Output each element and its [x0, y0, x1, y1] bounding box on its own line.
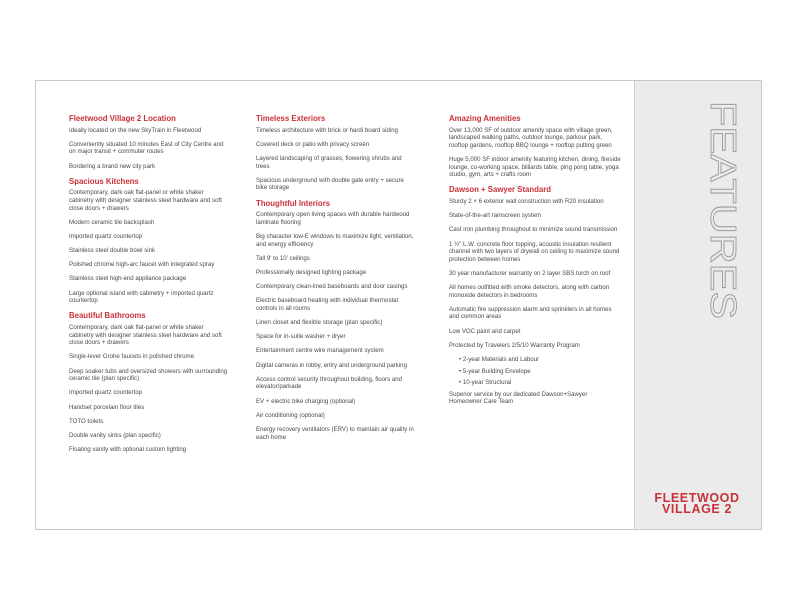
feature-item: Space for in-suite washer + dryer [256, 333, 346, 341]
feature-item: Protected by Travelers 2/5/10 Warranty Program [449, 341, 580, 349]
feature-item: Floating vanity with optional custom lighting [69, 446, 187, 454]
feature-item: Electric baseboard heating with individual thermostat controls in all rooms [256, 297, 399, 312]
sidebar-panel [634, 81, 761, 529]
feature-item: Stainless steel high-end appliance package [69, 275, 187, 283]
section-title: Thoughtful Interiors [256, 198, 331, 208]
feature-item: Entertainment centre wire management system [256, 347, 384, 355]
feature-item: Automatic fire suppression alarm and sprinklers in all homes and common areas [449, 305, 612, 321]
feature-item: Covered deck or patio with privacy screen [256, 140, 370, 148]
feature-item: Professionally designed lighting package [256, 268, 367, 276]
warranty-bullet: • 2-year Materials and Labour [459, 356, 540, 363]
column-right [449, 114, 621, 413]
section-bathrooms [69, 311, 229, 453]
feature-item: Spacious underground with double gate entry + secure bike storage [256, 176, 404, 192]
logo-line-1: FLEETWOOD [654, 491, 740, 505]
feature-item: Huge 5,000 SF indoor amenity featuring kitchen, dining, fireside lounge, co-working space, billiards table, ping pong table, yoga studio, gym, arts + crafts room [449, 155, 621, 179]
feature-item: Imported quartz countertop [69, 389, 143, 397]
feature-item: Handset porcelain floor tiles [69, 403, 145, 411]
feature-item: 1 ½" L.W. concrete floor topping, acoustic insulation resilient channel with two layers of drywall on ceiling to maximize sound protection between homes [449, 240, 620, 263]
feature-item: Timeless architecture with brick or hardi board siding [256, 126, 399, 134]
feature-item: EV + electric bike charging (optional) [256, 397, 356, 405]
section-kitchens [69, 177, 229, 305]
section-location [69, 114, 229, 170]
section-interiors [256, 199, 416, 442]
feature-item: Single-lever Grohe faucets in polished chrome [69, 353, 194, 361]
feature-item: Sturdy 2 × 6 exterior wall construction with R20 insulation [449, 197, 604, 205]
features-heading: FEATURES [703, 101, 744, 291]
feature-item: Tall 9' to 10' ceilings [256, 254, 310, 262]
feature-item: Contemporary open living spaces with durable hardwood laminate flooring [256, 211, 410, 226]
section-title: Spacious Kitchens [69, 176, 139, 186]
column-left [69, 114, 229, 460]
section-title: Amazing Amenities [449, 114, 521, 123]
feature-item: Modern ceramic tile backsplash [69, 218, 155, 226]
fleetwood-logo [651, 493, 743, 515]
section-title: Timeless Exteriors [256, 114, 326, 123]
column-middle [256, 114, 416, 448]
section-exteriors [256, 114, 416, 192]
section-standard [449, 185, 621, 406]
feature-item: Contemporary clean-lined baseboards and door casings [256, 283, 408, 291]
section-title: Fleetwood Village 2 Location [69, 114, 176, 123]
feature-item: Conveniently situated 10 minutes East of City Centre and on major transit + commuter routes [69, 140, 224, 156]
feature-item: Large optional island with cabinetry + imported quartz countertop [69, 289, 214, 305]
feature-item: Digital cameras in lobby, entry and underground parking [256, 361, 407, 369]
feature-item: Access control security throughout building, floors and elevator/parkade [256, 375, 402, 391]
feature-item: Polished chrome high-arc faucet with integrated spray [69, 261, 215, 269]
logo-line-2: VILLAGE 2 [662, 502, 732, 516]
feature-item: 30 year manufacturer warranty on 2 layer SBS torch on roof [449, 269, 611, 277]
feature-item: Bordering a brand new city park [69, 162, 156, 170]
feature-item: Layered landscaping of grasses, flowering shrubs and trees [256, 154, 402, 170]
feature-item: Double vanity sinks (plan specific) [69, 431, 161, 439]
warranty-bullet: • 5-year Building Envelope [459, 367, 531, 375]
feature-item: All homes outfitted with smoke detectors, along with carbon monoxide detectors in bedrooms [449, 284, 610, 299]
feature-item: Energy recovery ventilators (ERV) to maintain air quality in each home [256, 425, 414, 441]
section-amenities [449, 114, 621, 179]
feature-item: Imported quartz countertop [69, 232, 143, 240]
feature-item: Linen closet and flexible storage (plan specific) [256, 319, 383, 327]
feature-item: State-of-the-art rainscreen system [449, 212, 542, 220]
vertical-title-svg [703, 101, 744, 321]
feature-item: Big character low-E windows to maximize light, ventilation, and energy efficiency [256, 232, 414, 248]
features-page [35, 80, 762, 530]
feature-item: TOTO toilets [69, 417, 104, 425]
feature-item: Stainless steel double bowl sink [69, 247, 156, 255]
section-title: Beautiful Bathrooms [69, 311, 146, 321]
section-title: Dawson + Sawyer Standard [449, 185, 552, 195]
feature-item: Over 13,000 SF of outdoor amenity space with village green, landscaped walking paths, outdoor lounge, parkour park, rooftop gardens, rooftop BBQ lounge + rooftop putting green [449, 126, 613, 149]
warranty-bullet: • 10-year Structural [459, 379, 512, 387]
feature-item: Ideally located on the new SkyTrain in Fleetwood [69, 126, 202, 134]
feature-item: Contemporary, dark oak flat-panel or white shaker cabinetry with designer stainless steel hardware and soft close doors + drawers [69, 324, 222, 347]
feature-item: Air conditioning (optional) [256, 411, 325, 419]
feature-item: Contemporary, dark oak flat-panel or white shaker cabinetry with designer stainless steel hardware and soft close doors + drawers [69, 189, 222, 212]
feature-item: Superior service by our dedicated Dawson+Sawyer Homeowner Care Team [449, 390, 588, 406]
feature-item: Low VOC paint and carpet [449, 327, 521, 335]
feature-item: Deep soaker tubs and oversized showers with surrounding ceramic tile (plan specific) [69, 367, 228, 383]
feature-item: Cast iron plumbing throughout to minimize sound transmission [449, 226, 618, 234]
vertical-title [703, 101, 744, 321]
